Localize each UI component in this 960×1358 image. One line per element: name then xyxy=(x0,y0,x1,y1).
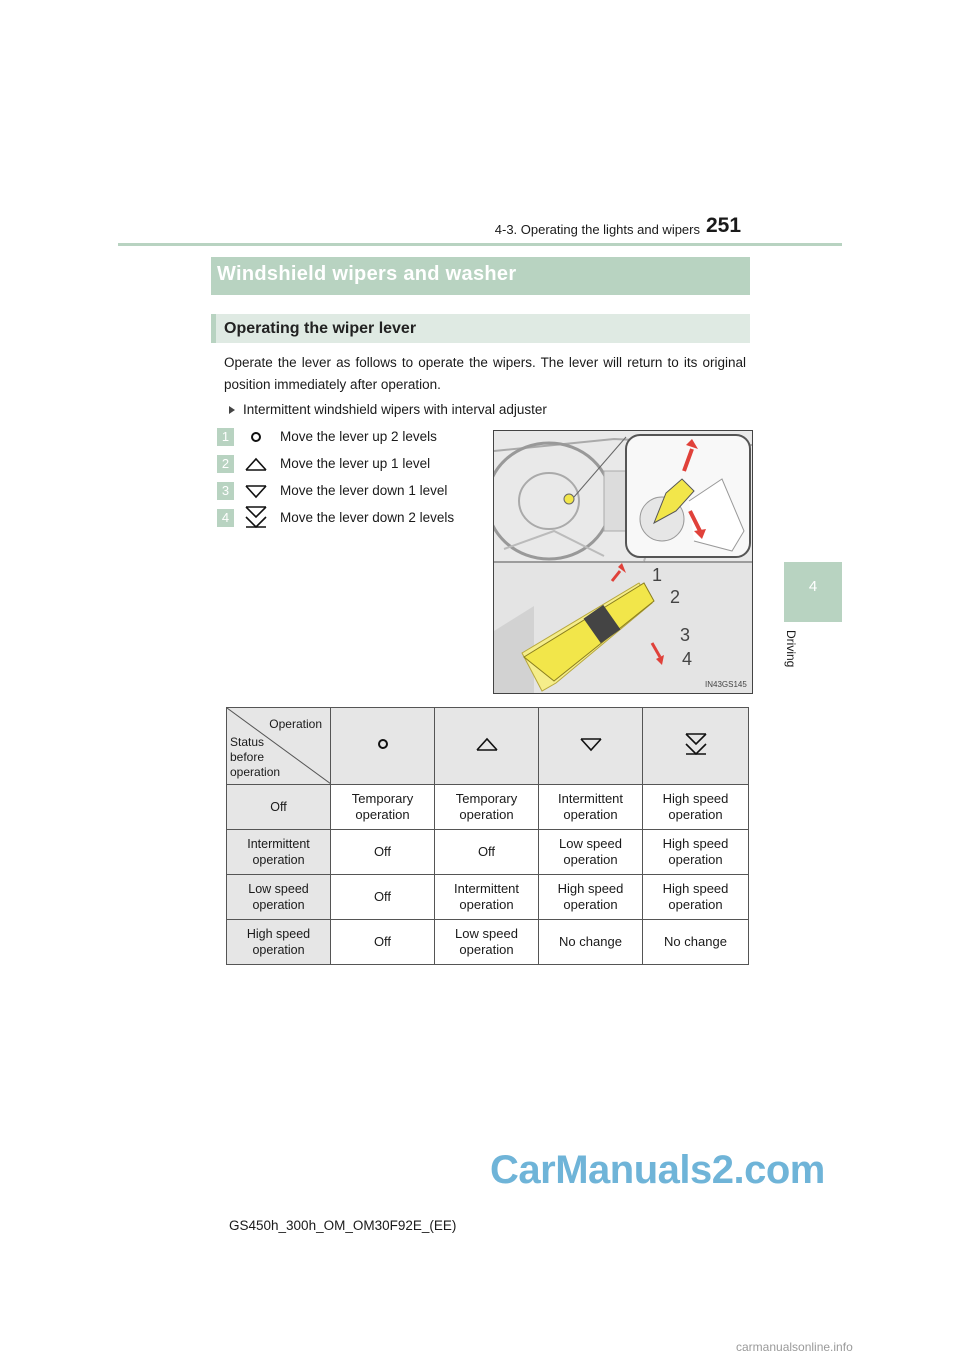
table-cell: Off xyxy=(331,920,435,965)
header-up-1-level xyxy=(435,708,539,785)
chevron-down-icon xyxy=(243,481,269,501)
bullet-text: Intermittent windshield wipers with interval adjuster xyxy=(243,402,547,417)
row-status: Intermittent operation xyxy=(227,830,331,875)
wiper-lever-illustration xyxy=(494,431,752,693)
page-number: 251 xyxy=(706,214,742,237)
table-cell: High speed operation xyxy=(643,875,749,920)
table-row xyxy=(227,830,749,875)
table-cell: Low speed operation xyxy=(435,920,539,965)
step-text-4: Move the lever down 2 levels xyxy=(280,510,455,525)
bullet-triangle-icon xyxy=(229,406,235,414)
watermark-logo: CarManuals2.com xyxy=(490,1148,825,1192)
double-chevron-down-icon xyxy=(243,504,269,530)
table-header-row xyxy=(227,708,749,785)
row-status: High speed operation xyxy=(227,920,331,965)
table-cell: Intermittent operation xyxy=(539,785,643,830)
callout-2: 2 xyxy=(670,587,681,607)
table-row xyxy=(227,920,749,965)
corner-operation-label: Operation xyxy=(269,717,322,731)
chevron-down-icon xyxy=(578,734,604,754)
table-cell: Intermittent operation xyxy=(435,875,539,920)
step-number-3: 3 xyxy=(217,482,234,500)
subsection-accent xyxy=(211,314,216,343)
table-cell: Off xyxy=(435,830,539,875)
chevron-up-icon xyxy=(243,454,269,474)
row-status: Off xyxy=(227,785,331,830)
intro-paragraph: Operate the lever as follows to operate the wipers. The lever will return to its original position immediately after operation. xyxy=(224,355,746,392)
circle-icon xyxy=(370,734,396,754)
chevron-up-icon xyxy=(474,734,500,754)
table-cell: Temporary operation xyxy=(435,785,539,830)
bullet-item xyxy=(229,402,547,417)
step-text-2: Move the lever up 1 level xyxy=(280,456,431,471)
wiper-operation-table xyxy=(226,707,749,965)
table-row xyxy=(227,785,749,830)
double-chevron-down-icon xyxy=(683,731,709,757)
header-rule xyxy=(118,243,842,246)
document-footer: GS450h_300h_OM_OM30F92E_(EE) xyxy=(229,1218,457,1233)
subsection-title: Operating the wiper lever xyxy=(224,320,417,337)
running-header-section: 4-3. Operating the lights and wipers xyxy=(494,222,700,237)
header-down-2-levels xyxy=(643,708,749,785)
chapter-label: Driving xyxy=(784,630,798,668)
section-title: Windshield wipers and washer xyxy=(217,263,517,285)
row-status: Low speed operation xyxy=(227,875,331,920)
circle-icon xyxy=(243,427,269,447)
step-number-4: 4 xyxy=(217,509,234,527)
watermark-bottom: carmanualsonline.info xyxy=(736,1340,853,1354)
table-corner-cell xyxy=(227,708,331,785)
step-number-2: 2 xyxy=(217,455,234,473)
table-row xyxy=(227,875,749,920)
step-number-1: 1 xyxy=(217,428,234,446)
step-text-1: Move the lever up 2 levels xyxy=(280,429,437,444)
table-cell: Off xyxy=(331,830,435,875)
corner-status-label: Status before operation xyxy=(230,735,281,779)
header-down-1-level xyxy=(539,708,643,785)
table-cell: Low speed operation xyxy=(539,830,643,875)
chapter-number: 4 xyxy=(808,578,818,595)
callout-4: 4 xyxy=(682,649,693,669)
callout-1: 1 xyxy=(652,565,663,585)
table-cell: High speed operation xyxy=(643,785,749,830)
wiper-lever-figure xyxy=(493,430,753,694)
table-cell: High speed operation xyxy=(643,830,749,875)
callout-3: 3 xyxy=(680,625,691,645)
step-text-3: Move the lever down 1 level xyxy=(280,483,448,498)
table-cell: No change xyxy=(539,920,643,965)
header-up-2-levels xyxy=(331,708,435,785)
table-cell: High speed operation xyxy=(539,875,643,920)
table-cell: Off xyxy=(331,875,435,920)
table-cell: No change xyxy=(643,920,749,965)
figure-caption: IN43GS145 xyxy=(705,680,747,689)
table-cell: Temporary operation xyxy=(331,785,435,830)
